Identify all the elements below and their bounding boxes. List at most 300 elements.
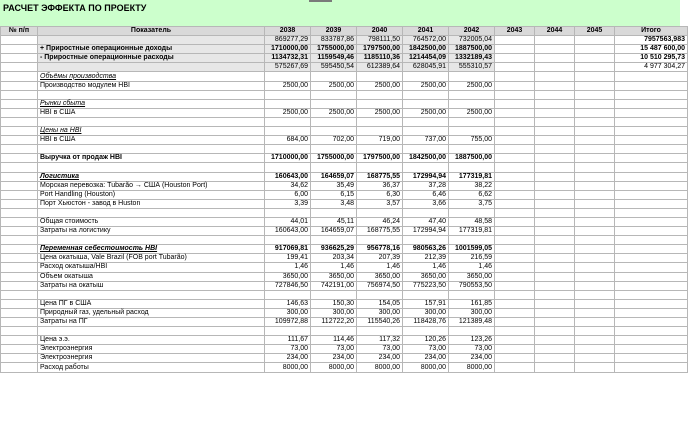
- cell-value[interactable]: 798111,50: [357, 36, 403, 45]
- cell-value[interactable]: [535, 345, 575, 354]
- cell-value[interactable]: [575, 108, 615, 117]
- cell-value[interactable]: 177319,81: [449, 227, 495, 236]
- cell-value[interactable]: 216,59: [449, 254, 495, 263]
- cell-value[interactable]: 980563,26: [403, 245, 449, 254]
- cell-indicator[interactable]: [38, 90, 265, 99]
- cell-value[interactable]: [357, 127, 403, 136]
- cell-value[interactable]: [311, 208, 357, 217]
- cell-value[interactable]: [311, 127, 357, 136]
- cell-total[interactable]: [615, 272, 688, 281]
- cell-value[interactable]: 917069,81: [265, 245, 311, 254]
- cell-value[interactable]: [495, 327, 535, 336]
- cell-value[interactable]: [403, 290, 449, 299]
- cell-value[interactable]: 8000,00: [403, 363, 449, 372]
- cell-value[interactable]: [535, 363, 575, 372]
- cell-value[interactable]: [535, 227, 575, 236]
- cell-value[interactable]: 702,00: [311, 136, 357, 145]
- cell-indicator[interactable]: [38, 163, 265, 172]
- cell-value[interactable]: [535, 45, 575, 54]
- cell-value[interactable]: [495, 217, 535, 226]
- cell-value[interactable]: [535, 263, 575, 272]
- cell-total[interactable]: [615, 254, 688, 263]
- cell-indicator[interactable]: Переменная себестоимость HBI: [38, 245, 265, 254]
- cell-value[interactable]: 2500,00: [403, 108, 449, 117]
- cell-value[interactable]: [535, 181, 575, 190]
- cell-indicator[interactable]: Затраты на логистику: [38, 227, 265, 236]
- cell-value[interactable]: 8000,00: [311, 363, 357, 372]
- cell-value[interactable]: [535, 36, 575, 45]
- cell-indicator[interactable]: [38, 36, 265, 45]
- cell-indicator[interactable]: - Приростные операционные расходы: [38, 54, 265, 63]
- cell-value[interactable]: [311, 99, 357, 108]
- cell-value[interactable]: 2500,00: [265, 108, 311, 117]
- cell-indicator[interactable]: + Приростные операционные доходы: [38, 45, 265, 54]
- cell-value[interactable]: 1755000,00: [311, 45, 357, 54]
- cell-value[interactable]: 2500,00: [357, 81, 403, 90]
- cell-total[interactable]: [615, 290, 688, 299]
- cell-value[interactable]: [495, 136, 535, 145]
- cell-indicator[interactable]: Цена окатыша, Vale Brazil (FOB port Tubarão): [38, 254, 265, 263]
- cell-value[interactable]: [265, 236, 311, 245]
- cell-value[interactable]: 3,66: [403, 199, 449, 208]
- cell-value[interactable]: [495, 299, 535, 308]
- cell-indicator[interactable]: Электроэнергия: [38, 354, 265, 363]
- cell-value[interactable]: [495, 263, 535, 272]
- cell-value[interactable]: [535, 90, 575, 99]
- cell-value[interactable]: 8000,00: [265, 363, 311, 372]
- cell-value[interactable]: [357, 145, 403, 154]
- cell-value[interactable]: 157,91: [403, 299, 449, 308]
- cell-value[interactable]: [575, 163, 615, 172]
- cell-no[interactable]: [1, 290, 38, 299]
- cell-value[interactable]: 3650,00: [403, 272, 449, 281]
- cell-value[interactable]: [535, 245, 575, 254]
- header-year[interactable]: 2040: [357, 27, 403, 36]
- cell-value[interactable]: [575, 299, 615, 308]
- cell-value[interactable]: 8000,00: [357, 363, 403, 372]
- cell-no[interactable]: [1, 108, 38, 117]
- cell-value[interactable]: 109972,88: [265, 318, 311, 327]
- cell-indicator[interactable]: Port Handling (Houston): [38, 190, 265, 199]
- cell-value[interactable]: [575, 181, 615, 190]
- cell-no[interactable]: [1, 136, 38, 145]
- cell-value[interactable]: 6,62: [449, 190, 495, 199]
- cell-value[interactable]: 300,00: [265, 308, 311, 317]
- cell-value[interactable]: [357, 327, 403, 336]
- cell-no[interactable]: [1, 299, 38, 308]
- cell-no[interactable]: [1, 236, 38, 245]
- cell-value[interactable]: 2500,00: [357, 108, 403, 117]
- cell-no[interactable]: [1, 263, 38, 272]
- cell-no[interactable]: [1, 99, 38, 108]
- cell-value[interactable]: 118428,76: [403, 318, 449, 327]
- header-year[interactable]: 2043: [495, 27, 535, 36]
- cell-value[interactable]: 1,46: [311, 263, 357, 272]
- cell-value[interactable]: [535, 354, 575, 363]
- cell-value[interactable]: [495, 290, 535, 299]
- cell-total[interactable]: [615, 72, 688, 81]
- cell-value[interactable]: [535, 127, 575, 136]
- header-year[interactable]: 2039: [311, 27, 357, 36]
- header-year[interactable]: 2045: [575, 27, 615, 36]
- cell-value[interactable]: [575, 99, 615, 108]
- cell-value[interactable]: [311, 90, 357, 99]
- cell-value[interactable]: 212,39: [403, 254, 449, 263]
- cell-value[interactable]: [535, 145, 575, 154]
- cell-value[interactable]: 612389,64: [357, 63, 403, 72]
- cell-value[interactable]: 3,57: [357, 199, 403, 208]
- cell-no[interactable]: [1, 336, 38, 345]
- cell-value[interactable]: 150,30: [311, 299, 357, 308]
- cell-value[interactable]: [575, 354, 615, 363]
- cell-value[interactable]: 36,37: [357, 181, 403, 190]
- cell-total[interactable]: [615, 363, 688, 372]
- cell-value[interactable]: [575, 281, 615, 290]
- cell-indicator[interactable]: HBI в США: [38, 108, 265, 117]
- cell-value[interactable]: 46,24: [357, 217, 403, 226]
- cell-value[interactable]: [535, 54, 575, 63]
- cell-value[interactable]: [495, 190, 535, 199]
- cell-value[interactable]: 35,49: [311, 181, 357, 190]
- cell-value[interactable]: 1797500,00: [357, 45, 403, 54]
- cell-value[interactable]: [535, 281, 575, 290]
- cell-value[interactable]: 595450,54: [311, 63, 357, 72]
- cell-value[interactable]: 123,26: [449, 336, 495, 345]
- cell-value[interactable]: 1,46: [357, 263, 403, 272]
- cell-indicator[interactable]: Цены на HBI: [38, 127, 265, 136]
- cell-total[interactable]: [615, 108, 688, 117]
- cell-total[interactable]: [615, 354, 688, 363]
- cell-value[interactable]: [535, 63, 575, 72]
- cell-value[interactable]: 1797500,00: [357, 154, 403, 163]
- cell-value[interactable]: [265, 90, 311, 99]
- cell-total[interactable]: [615, 345, 688, 354]
- cell-indicator[interactable]: Выручка от продаж HBI: [38, 154, 265, 163]
- cell-value[interactable]: [495, 345, 535, 354]
- cell-no[interactable]: [1, 90, 38, 99]
- cell-value[interactable]: [495, 117, 535, 126]
- cell-value[interactable]: 742191,00: [311, 281, 357, 290]
- cell-indicator[interactable]: Расход работы: [38, 363, 265, 372]
- cell-value[interactable]: 790553,50: [449, 281, 495, 290]
- cell-value[interactable]: 3650,00: [265, 272, 311, 281]
- cell-value[interactable]: 37,28: [403, 181, 449, 190]
- cell-value[interactable]: 73,00: [265, 345, 311, 354]
- cell-value[interactable]: 160643,00: [265, 227, 311, 236]
- cell-no[interactable]: [1, 190, 38, 199]
- cell-total[interactable]: 15 487 600,00: [615, 45, 688, 54]
- cell-value[interactable]: [311, 145, 357, 154]
- cell-total[interactable]: [615, 181, 688, 190]
- cell-indicator[interactable]: [38, 63, 265, 72]
- cell-no[interactable]: [1, 145, 38, 154]
- cell-value[interactable]: [575, 272, 615, 281]
- cell-total[interactable]: [615, 81, 688, 90]
- cell-value[interactable]: 112722,20: [311, 318, 357, 327]
- cell-total[interactable]: [615, 245, 688, 254]
- cell-value[interactable]: [357, 163, 403, 172]
- cell-value[interactable]: [495, 90, 535, 99]
- cell-value[interactable]: [575, 36, 615, 45]
- cell-indicator[interactable]: Электроэнергия: [38, 345, 265, 354]
- cell-value[interactable]: 168775,55: [357, 172, 403, 181]
- cell-value[interactable]: [449, 90, 495, 99]
- cell-value[interactable]: 177319,81: [449, 172, 495, 181]
- cell-value[interactable]: [449, 236, 495, 245]
- cell-total[interactable]: 10 510 295,73: [615, 54, 688, 63]
- cell-total[interactable]: [615, 154, 688, 163]
- cell-value[interactable]: [403, 99, 449, 108]
- cell-value[interactable]: [575, 345, 615, 354]
- cell-value[interactable]: [403, 208, 449, 217]
- cell-value[interactable]: [495, 208, 535, 217]
- cell-no[interactable]: [1, 181, 38, 190]
- cell-value[interactable]: [403, 145, 449, 154]
- cell-total[interactable]: [615, 90, 688, 99]
- cell-value[interactable]: 3650,00: [357, 272, 403, 281]
- cell-value[interactable]: [535, 290, 575, 299]
- cell-value[interactable]: [449, 99, 495, 108]
- cell-value[interactable]: 164659,07: [311, 227, 357, 236]
- cell-value[interactable]: [449, 145, 495, 154]
- cell-value[interactable]: [535, 72, 575, 81]
- cell-indicator[interactable]: Общая стоимость: [38, 217, 265, 226]
- cell-value[interactable]: 234,00: [449, 354, 495, 363]
- cell-value[interactable]: 38,22: [449, 181, 495, 190]
- cell-value[interactable]: 234,00: [357, 354, 403, 363]
- cell-value[interactable]: [449, 290, 495, 299]
- cell-value[interactable]: 719,00: [357, 136, 403, 145]
- cell-total[interactable]: [615, 127, 688, 136]
- cell-value[interactable]: [403, 163, 449, 172]
- cell-value[interactable]: [575, 236, 615, 245]
- cell-no[interactable]: [1, 172, 38, 181]
- cell-value[interactable]: 117,32: [357, 336, 403, 345]
- cell-total[interactable]: [615, 208, 688, 217]
- cell-value[interactable]: 1185110,36: [357, 54, 403, 63]
- cell-indicator[interactable]: Затраты на ПГ: [38, 318, 265, 327]
- cell-value[interactable]: [357, 90, 403, 99]
- cell-value[interactable]: [311, 117, 357, 126]
- cell-value[interactable]: [575, 63, 615, 72]
- cell-value[interactable]: 161,85: [449, 299, 495, 308]
- cell-value[interactable]: [449, 327, 495, 336]
- cell-no[interactable]: [1, 127, 38, 136]
- cell-value[interactable]: [575, 217, 615, 226]
- cell-value[interactable]: 73,00: [403, 345, 449, 354]
- cell-value[interactable]: 1,46: [403, 263, 449, 272]
- cell-value[interactable]: 120,26: [403, 336, 449, 345]
- cell-value[interactable]: [495, 336, 535, 345]
- cell-value[interactable]: 6,30: [357, 190, 403, 199]
- cell-no[interactable]: [1, 281, 38, 290]
- cell-no[interactable]: [1, 308, 38, 317]
- cell-indicator[interactable]: Рынки сбыта: [38, 99, 265, 108]
- cell-value[interactable]: 300,00: [357, 308, 403, 317]
- cell-value[interactable]: [495, 63, 535, 72]
- cell-value[interactable]: [495, 81, 535, 90]
- cell-value[interactable]: 575267,69: [265, 63, 311, 72]
- cell-no[interactable]: [1, 363, 38, 372]
- cell-value[interactable]: [449, 117, 495, 126]
- cell-total[interactable]: [615, 99, 688, 108]
- cell-value[interactable]: 6,46: [403, 190, 449, 199]
- cell-total[interactable]: 4 977 304,27: [615, 63, 688, 72]
- cell-value[interactable]: [535, 208, 575, 217]
- cell-value[interactable]: 737,00: [403, 136, 449, 145]
- cell-value[interactable]: [449, 208, 495, 217]
- cell-indicator[interactable]: [38, 117, 265, 126]
- cell-indicator[interactable]: [38, 236, 265, 245]
- cell-value[interactable]: 555310,57: [449, 63, 495, 72]
- cell-value[interactable]: [575, 127, 615, 136]
- cell-value[interactable]: [575, 208, 615, 217]
- cell-value[interactable]: [265, 163, 311, 172]
- cell-value[interactable]: 207,39: [357, 254, 403, 263]
- header-year[interactable]: 2042: [449, 27, 495, 36]
- cell-value[interactable]: 3,39: [265, 199, 311, 208]
- cell-value[interactable]: [495, 318, 535, 327]
- cell-value[interactable]: 1214454,09: [403, 54, 449, 63]
- cell-no[interactable]: [1, 217, 38, 226]
- cell-total[interactable]: 7957563,983: [615, 36, 688, 45]
- cell-no[interactable]: [1, 199, 38, 208]
- cell-value[interactable]: [535, 117, 575, 126]
- cell-value[interactable]: [357, 208, 403, 217]
- cell-value[interactable]: [495, 54, 535, 63]
- cell-value[interactable]: [575, 136, 615, 145]
- cell-value[interactable]: 34,62: [265, 181, 311, 190]
- cell-value[interactable]: [575, 45, 615, 54]
- cell-value[interactable]: [495, 354, 535, 363]
- cell-value[interactable]: [575, 81, 615, 90]
- cell-value[interactable]: 2500,00: [311, 108, 357, 117]
- cell-value[interactable]: 146,63: [265, 299, 311, 308]
- cell-value[interactable]: [535, 308, 575, 317]
- cell-value[interactable]: [535, 199, 575, 208]
- cell-value[interactable]: 755,00: [449, 136, 495, 145]
- cell-value[interactable]: [535, 336, 575, 345]
- cell-no[interactable]: [1, 227, 38, 236]
- cell-value[interactable]: 300,00: [311, 308, 357, 317]
- cell-value[interactable]: [357, 99, 403, 108]
- cell-value[interactable]: 956778,16: [357, 245, 403, 254]
- cell-value[interactable]: [535, 99, 575, 108]
- cell-total[interactable]: [615, 136, 688, 145]
- cell-value[interactable]: [575, 145, 615, 154]
- cell-value[interactable]: [449, 163, 495, 172]
- cell-value[interactable]: 2500,00: [403, 81, 449, 90]
- cell-no[interactable]: [1, 254, 38, 263]
- scroll-indicator[interactable]: [309, 0, 332, 2]
- cell-value[interactable]: [495, 36, 535, 45]
- cell-value[interactable]: [495, 254, 535, 263]
- cell-indicator[interactable]: Природный газ, удельный расход: [38, 308, 265, 317]
- cell-value[interactable]: [495, 236, 535, 245]
- cell-value[interactable]: 203,34: [311, 254, 357, 263]
- cell-value[interactable]: [535, 81, 575, 90]
- cell-value[interactable]: [311, 163, 357, 172]
- cell-value[interactable]: [495, 108, 535, 117]
- cell-value[interactable]: 121389,48: [449, 318, 495, 327]
- cell-value[interactable]: 1710000,00: [265, 45, 311, 54]
- cell-indicator[interactable]: Объем окатыша: [38, 272, 265, 281]
- cell-value[interactable]: [357, 72, 403, 81]
- cell-value[interactable]: 3650,00: [449, 272, 495, 281]
- cell-value[interactable]: 73,00: [311, 345, 357, 354]
- cell-value[interactable]: [265, 99, 311, 108]
- cell-total[interactable]: [615, 217, 688, 226]
- cell-value[interactable]: [535, 327, 575, 336]
- cell-value[interactable]: 73,00: [449, 345, 495, 354]
- cell-value[interactable]: [575, 90, 615, 99]
- cell-value[interactable]: 1332189,43: [449, 54, 495, 63]
- cell-value[interactable]: 1755000,00: [311, 154, 357, 163]
- cell-indicator[interactable]: [38, 208, 265, 217]
- cell-value[interactable]: [357, 236, 403, 245]
- cell-value[interactable]: 1842500,00: [403, 154, 449, 163]
- header-indicator[interactable]: Показатель: [38, 27, 265, 36]
- cell-total[interactable]: [615, 172, 688, 181]
- cell-no[interactable]: [1, 154, 38, 163]
- cell-value[interactable]: [575, 154, 615, 163]
- cell-total[interactable]: [615, 299, 688, 308]
- cell-value[interactable]: [311, 327, 357, 336]
- cell-value[interactable]: [311, 72, 357, 81]
- cell-value[interactable]: 2500,00: [311, 81, 357, 90]
- cell-total[interactable]: [615, 236, 688, 245]
- cell-value[interactable]: 2500,00: [449, 81, 495, 90]
- cell-value[interactable]: [265, 127, 311, 136]
- cell-value[interactable]: [403, 236, 449, 245]
- cell-value[interactable]: [575, 245, 615, 254]
- cell-value[interactable]: 44,01: [265, 217, 311, 226]
- cell-value[interactable]: [403, 127, 449, 136]
- cell-value[interactable]: 756974,50: [357, 281, 403, 290]
- cell-indicator[interactable]: Цена э.э.: [38, 336, 265, 345]
- cell-value[interactable]: 199,41: [265, 254, 311, 263]
- cell-value[interactable]: [403, 90, 449, 99]
- cell-value[interactable]: 111,67: [265, 336, 311, 345]
- cell-value[interactable]: [575, 318, 615, 327]
- cell-value[interactable]: 1,46: [449, 263, 495, 272]
- cell-value[interactable]: 732005,04: [449, 36, 495, 45]
- cell-no[interactable]: [1, 72, 38, 81]
- cell-no[interactable]: [1, 81, 38, 90]
- cell-no[interactable]: [1, 327, 38, 336]
- cell-value[interactable]: [535, 172, 575, 181]
- cell-total[interactable]: [615, 263, 688, 272]
- cell-value[interactable]: [535, 136, 575, 145]
- cell-value[interactable]: 833787,86: [311, 36, 357, 45]
- cell-value[interactable]: 1842500,00: [403, 45, 449, 54]
- cell-value[interactable]: [265, 117, 311, 126]
- cell-no[interactable]: [1, 36, 38, 45]
- cell-value[interactable]: [495, 199, 535, 208]
- cell-value[interactable]: [495, 363, 535, 372]
- cell-total[interactable]: [615, 318, 688, 327]
- cell-value[interactable]: 1001599,05: [449, 245, 495, 254]
- cell-value[interactable]: [495, 281, 535, 290]
- cell-value[interactable]: [575, 199, 615, 208]
- cell-total[interactable]: [615, 308, 688, 317]
- cell-value[interactable]: [575, 172, 615, 181]
- cell-value[interactable]: [265, 327, 311, 336]
- cell-value[interactable]: 48,58: [449, 217, 495, 226]
- cell-value[interactable]: [535, 163, 575, 172]
- cell-total[interactable]: [615, 227, 688, 236]
- cell-no[interactable]: [1, 45, 38, 54]
